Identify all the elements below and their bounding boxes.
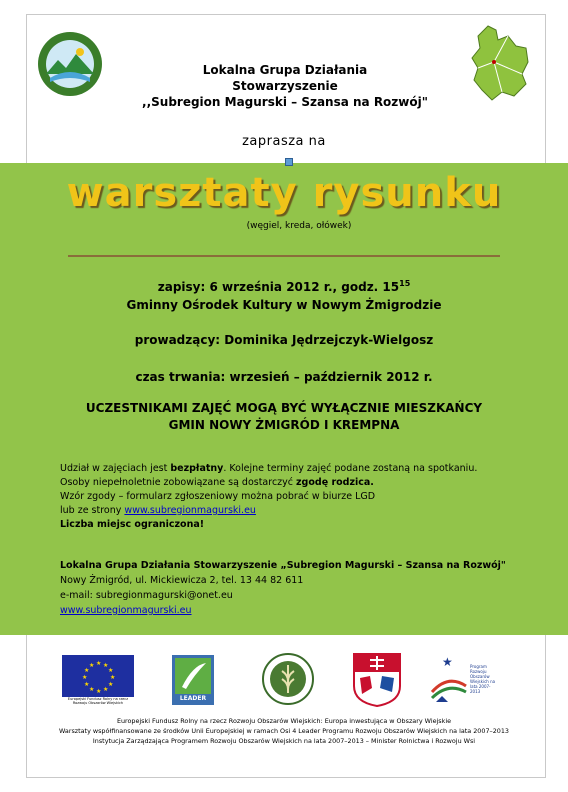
svg-text:★: ★ bbox=[103, 662, 109, 669]
info-line-5 bbox=[60, 518, 530, 532]
prow-caption: Program Rozwoju Obszarów Wiejskich na lata 2007-2013 bbox=[470, 664, 496, 694]
svg-text:★: ★ bbox=[442, 655, 453, 669]
leader-logo bbox=[172, 655, 214, 705]
instructor-line: prowadzący: Dominika Jędrzejczyk-Wielgosz bbox=[134, 333, 434, 347]
header-line-3: ,,Subregion Magurski – Szansa na Rozwój" bbox=[142, 95, 428, 109]
contact-block bbox=[60, 558, 540, 618]
registration-info bbox=[0, 278, 568, 314]
eu-flag-logo bbox=[62, 655, 134, 707]
svg-text:★: ★ bbox=[84, 667, 90, 674]
info-line-4 bbox=[60, 504, 530, 518]
svg-text:★: ★ bbox=[82, 674, 88, 681]
registration-time-minutes: 15 bbox=[399, 279, 411, 288]
svg-text:★: ★ bbox=[84, 681, 90, 688]
region-coat-of-arms bbox=[352, 652, 402, 708]
info-text: lub ze strony bbox=[60, 505, 125, 516]
info-line-2 bbox=[60, 476, 530, 490]
free-badge: bezpłatny bbox=[170, 463, 224, 474]
info-line-1 bbox=[60, 462, 530, 476]
contact-email: e-mail: subregionmagurski@onet.eu bbox=[60, 590, 233, 601]
info-text: . Kolejne terminy zajęć podane zostaną na spotkaniu. bbox=[223, 463, 478, 474]
website-link[interactable]: www.subregionmagurski.eu bbox=[124, 505, 256, 516]
organization-header bbox=[100, 62, 470, 110]
footer-line-2: Warsztaty współfinansowane ze środków Unii Europejskiej w ramach Osi 4 Leader Programu Rozwoju Obszarów Wiejskich na lata 2007–2013 bbox=[59, 727, 509, 735]
participation-info bbox=[60, 462, 530, 532]
svg-text:★: ★ bbox=[96, 660, 102, 667]
registration-place: Gminny Ośrodek Kultury w Nowym Żmigrodzie bbox=[126, 298, 442, 312]
ministry-logo bbox=[262, 653, 314, 705]
registration-date: zapisy: 6 września 2012 r., godz. 15 bbox=[157, 280, 400, 294]
prow-logo bbox=[428, 652, 500, 708]
eu-caption: Europejski Fundusz Rolny na rzecz Rozwoju Obszarów Wiejskich bbox=[67, 697, 129, 705]
lgd-logo bbox=[36, 30, 104, 98]
svg-text:★: ★ bbox=[110, 674, 116, 681]
contact-website-link[interactable]: www.subregionmagurski.eu bbox=[60, 605, 192, 616]
footer-line-1: Europejski Fundusz Rolny na rzecz Rozwoju Obszarów Wiejskich: Europa inwestująca w Obszary Wiejskie bbox=[116, 717, 452, 725]
eligibility-notice bbox=[0, 400, 568, 434]
leader-label: LEADER bbox=[179, 695, 207, 702]
contact-address: Nowy Żmigród, ul. Mickiewicza 2, tel. 13 44 82 611 bbox=[60, 575, 304, 586]
eligibility-line-2: GMIN NOWY ŻMIGRÓD I KREMPNA bbox=[168, 418, 400, 432]
svg-text:★: ★ bbox=[103, 686, 109, 693]
header-line-2: Stowarzyszenie bbox=[232, 79, 338, 93]
invitation-text: zaprasza na bbox=[242, 134, 326, 149]
registration-line bbox=[0, 278, 568, 296]
info-line-3: Wzór zgody – formularz zgłoszeniowy można pobrać w biurze LGD bbox=[60, 491, 376, 502]
info-text: Udział w zajęciach jest bbox=[60, 463, 171, 474]
eligibility-line-1: UCZESTNIKAMI ZAJĘĆ MOGĄ BYĆ WYŁĄCZNIE MIESZKAŃCY bbox=[85, 401, 483, 415]
svg-text:★: ★ bbox=[96, 688, 102, 695]
footer-line-3: Instytucja Zarządzająca Programem Rozwoju Obszarów Wiejskich na lata 2007–2013 – Minister Rolnictwa i Rozwoju Wsi bbox=[92, 737, 476, 745]
selection-handle[interactable] bbox=[285, 158, 293, 166]
svg-text:★: ★ bbox=[108, 681, 114, 688]
event-title: warsztaty rysunku bbox=[66, 170, 502, 216]
svg-text:★: ★ bbox=[89, 686, 95, 693]
funding-footer bbox=[0, 716, 568, 746]
svg-text:★: ★ bbox=[89, 662, 95, 669]
limited-places: Liczba miejsc ograniczona! bbox=[60, 519, 205, 530]
parent-consent: zgodę rodzica. bbox=[296, 477, 374, 488]
region-map-logo bbox=[464, 22, 536, 104]
sponsor-logos bbox=[0, 650, 568, 712]
header-line-1: Lokalna Grupa Działania bbox=[202, 63, 368, 77]
duration-line: czas trwania: wrzesień – październik 2012 r. bbox=[135, 370, 433, 384]
info-text: Osoby niepełnoletnie zobowiązane są dostarczyć bbox=[60, 477, 297, 488]
contact-org bbox=[60, 558, 540, 573]
svg-text:★: ★ bbox=[108, 667, 114, 674]
contact-org-name: Lokalna Grupa Działania Stowarzyszenie „Subregion Magurski – Szansa na Rozwój" bbox=[60, 560, 506, 571]
contact-www-line bbox=[60, 603, 540, 618]
divider-rule bbox=[68, 255, 500, 257]
event-subtitle: (węgiel, kreda, ołówek) bbox=[246, 221, 352, 231]
